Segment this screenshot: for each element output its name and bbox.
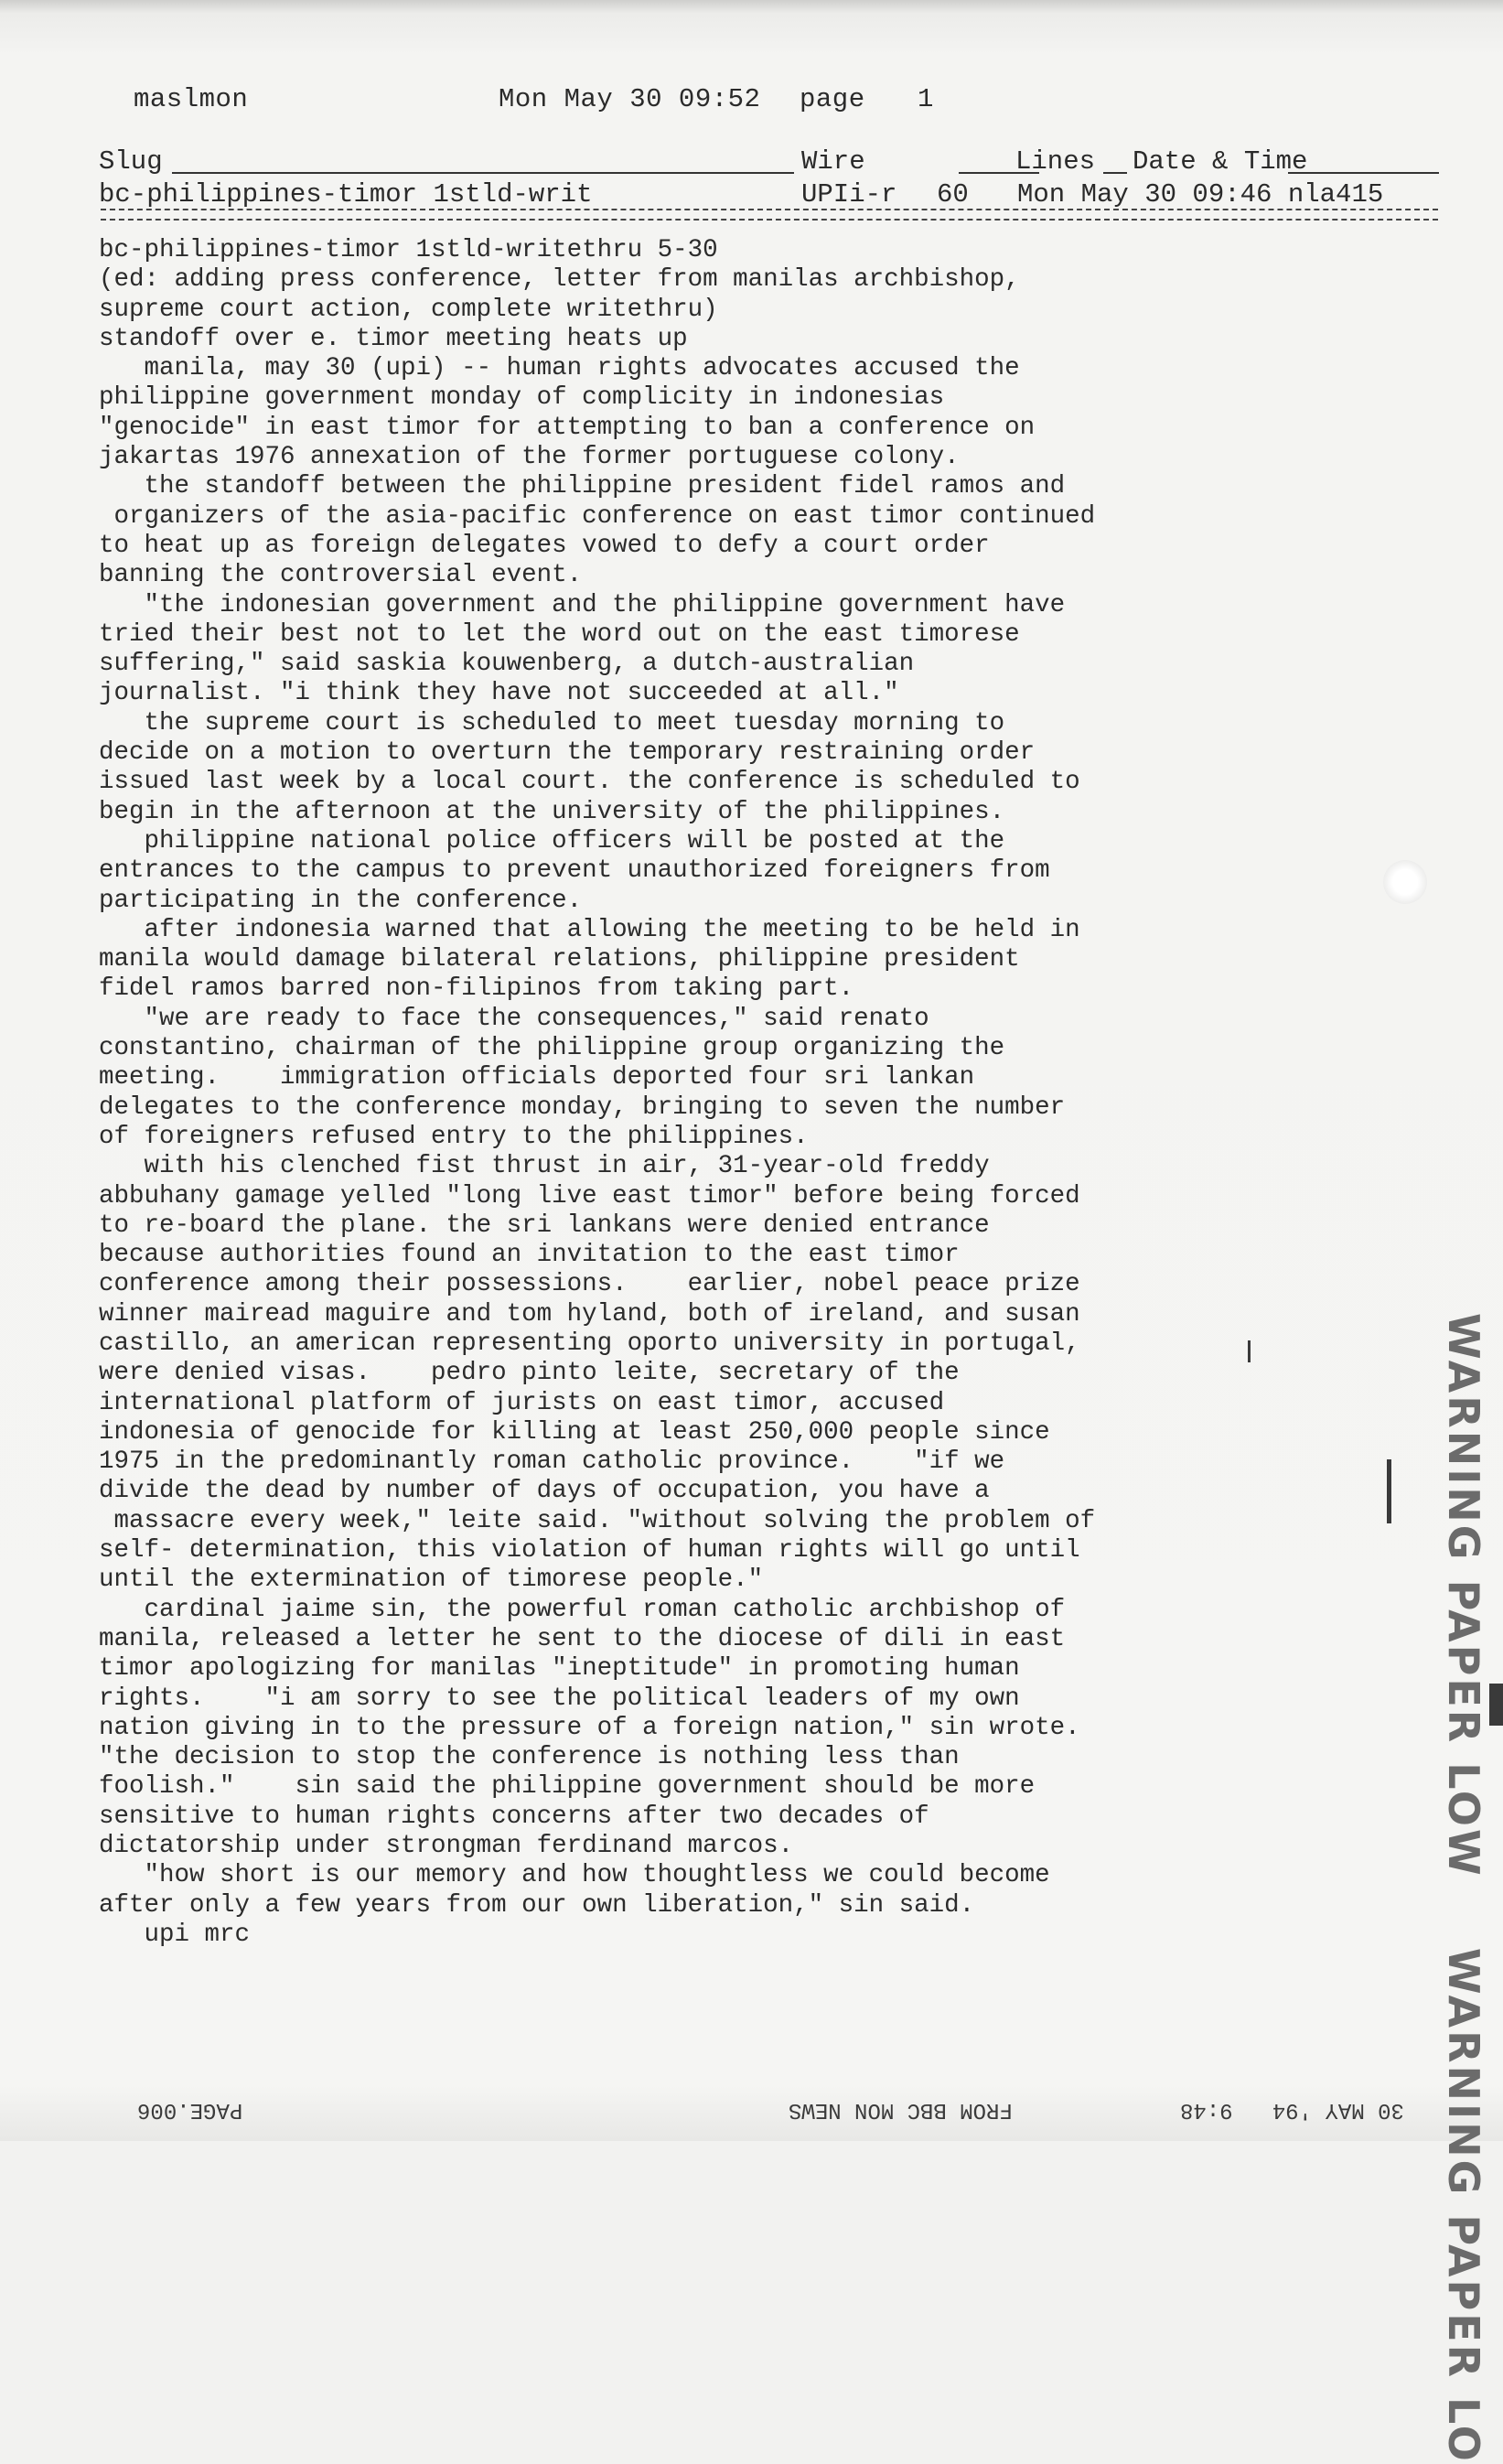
body-line: "the decision to stop the conference is nothing less than <box>99 1743 960 1772</box>
body-line: conference among their possessions. earlier, nobel peace prize <box>99 1270 1080 1299</box>
lines-value: 60 <box>937 179 969 210</box>
slug-header: Slug <box>99 146 163 177</box>
body-line: 1975 in the predominantly roman catholic province. "if we <box>99 1447 1005 1477</box>
body-line: standoff over e. timor meeting heats up <box>99 324 688 353</box>
lines-header: Lines <box>1015 146 1096 177</box>
body-line: to re-board the plane. the sri lankans were denied entrance <box>99 1210 990 1240</box>
fax-footer-date: 30 MAY '94 9:48 <box>1180 2097 1404 2122</box>
body-line: after only a few years from our own liberation," sin said. <box>99 1890 975 1920</box>
body-line: international platform of jurists on east timor, accused <box>99 1388 945 1417</box>
slug-underline <box>172 172 794 174</box>
article-body <box>99 236 1242 1950</box>
body-line: bc-philippines-timor 1stld-writethru 5-30 <box>99 236 718 264</box>
body-line: meeting. immigration officials deported four sri lankan <box>99 1063 975 1092</box>
body-line: cardinal jaime sin, the powerful roman catholic archbishop of <box>99 1595 1066 1624</box>
body-line: indonesia of genocide for killing at least 250,000 people since <box>99 1417 1050 1447</box>
body-line: with his clenched fist thrust in air, 31-year-old freddy <box>99 1152 990 1181</box>
body-line: manila would damage bilateral relations, philippine president <box>99 945 1020 974</box>
body-line: tried their best not to let the word out on the east timorese <box>99 619 1020 649</box>
body-line: to heat up as foreign delegates vowed to defy a court order <box>99 531 990 560</box>
body-line: rights. "i am sorry to see the political leaders of my own <box>99 1684 1020 1713</box>
body-line: of foreigners refused entry to the philippines. <box>99 1122 809 1151</box>
header-page-number: 1 <box>918 84 934 114</box>
lines-underline <box>1103 172 1127 174</box>
body-line: journalist. "i think they have not succeeded at all." <box>99 679 899 708</box>
body-line: because authorities found an invitation to the east timor <box>99 1241 960 1270</box>
body-line: delegates to the conference monday, bringing to seven the number <box>99 1092 1066 1122</box>
header-user: maslmon <box>134 84 249 114</box>
body-line: "how short is our memory and how thoughtless we could become <box>99 1861 1050 1890</box>
punch-hole <box>1383 860 1427 904</box>
body-line: fidel ramos barred non-filipinos from taking part. <box>99 974 854 1004</box>
body-line: "the indonesian government and the philippine government have <box>99 590 1066 619</box>
body-line: (ed: adding press conference, letter from manilas archbishop, <box>99 265 1020 295</box>
fax-footer-source: FROM BBC MON NEWS <box>789 2097 1013 2122</box>
slug-data-row <box>99 179 1439 212</box>
wire-header: Wire <box>801 146 865 177</box>
body-line: after indonesia warned that allowing the meeting to be held in <box>99 915 1080 944</box>
body-line: "genocide" in east timor for attempting to ban a conference on <box>99 413 1036 442</box>
fax-footer-page: PAGE.006 <box>137 2097 243 2122</box>
body-line: self- determination, this violation of human rights will go until <box>99 1536 1080 1566</box>
body-line: banning the controversial event. <box>99 561 583 590</box>
body-line: timor apologizing for manilas "ineptitude" in promoting human <box>99 1654 1020 1684</box>
body-line: the supreme court is scheduled to meet tuesday morning to <box>99 708 1005 737</box>
body-line: jakartas 1976 annexation of the former portuguese colony. <box>99 443 960 472</box>
wire-value: UPIi-r <box>801 179 897 210</box>
body-line: were denied visas. pedro pinto leite, secretary of the <box>99 1359 960 1388</box>
slug-value: bc-philippines-timor 1stld-writ <box>99 179 593 210</box>
body-line: upi mrc <box>99 1920 251 1949</box>
body-line: divide the dead by number of days of occupation, you have a <box>99 1477 990 1506</box>
body-line: participating in the conference. <box>99 886 583 915</box>
body-line: nation giving in to the pressure of a foreign nation," sin wrote. <box>99 1713 1080 1742</box>
body-line: abbuhany gamage yelled "long live east timor" before being forced <box>99 1181 1080 1210</box>
body-line: philippine government monday of complicity in indonesias <box>99 383 945 413</box>
side-stamp-text: WARNING PAPER LOW WARNING PAPER LO <box>1439 1313 1488 2464</box>
body-line: supreme court action, complete writethru) <box>99 295 718 324</box>
body-line: organizers of the asia-pacific conference on east timor continued <box>99 501 1096 531</box>
body-line: issued last week by a local court. the conference is scheduled to <box>99 768 1080 797</box>
date-time-value: Mon May 30 09:46 nla415 <box>1017 179 1384 210</box>
body-line: castillo, an american representing oporto university in portugal, <box>99 1329 1080 1358</box>
body-line: "we are ready to face the consequences," said renato <box>99 1004 929 1033</box>
body-line: the standoff between the philippine president fidel ramos and <box>99 472 1066 501</box>
warning-paper-low-stamp <box>1429 1313 1493 2464</box>
body-line: winner mairead maguire and tom hyland, both of ireland, and susan <box>99 1299 1080 1329</box>
scan-edge-shadow <box>0 0 1503 13</box>
body-line: until the extermination of timorese people." <box>99 1566 764 1595</box>
slug-header-row <box>99 146 1439 179</box>
body-line: suffering," said saskia kouwenberg, a dutch-australian <box>99 650 915 679</box>
body-line: massacre every week," leite said. "without solving the problem of <box>99 1506 1096 1535</box>
margin-mark <box>1387 1459 1391 1523</box>
body-line: manila, may 30 (upi) -- human rights advocates accused the <box>99 354 1020 383</box>
body-line: manila, released a letter he sent to the diocese of dili in east <box>99 1624 1066 1653</box>
body-line: foolish." sin said the philippine government should be more <box>99 1772 1036 1802</box>
date-time-header: Date & Time <box>1133 146 1308 177</box>
body-line: philippine national police officers will be posted at the <box>99 826 1005 855</box>
header-page-label: page <box>800 84 865 114</box>
body-line: entrances to the campus to prevent unauthorized foreigners from <box>99 856 1050 886</box>
date-underline <box>1288 172 1439 174</box>
margin-mark <box>1248 1340 1251 1362</box>
body-line: dictatorship under strongman ferdinand marcos. <box>99 1832 794 1861</box>
body-line: sensitive to human rights concerns after two decades of <box>99 1802 929 1831</box>
double-rule-divider <box>101 209 1438 221</box>
body-line: decide on a motion to overturn the temporary restraining order <box>99 738 1036 768</box>
header-datetime: Mon May 30 09:52 <box>499 84 761 114</box>
body-line: begin in the afternoon at the university of the philippines. <box>99 797 1005 826</box>
body-line: constantino, chairman of the philippine group organizing the <box>99 1034 1005 1063</box>
slug-table <box>99 146 1439 212</box>
